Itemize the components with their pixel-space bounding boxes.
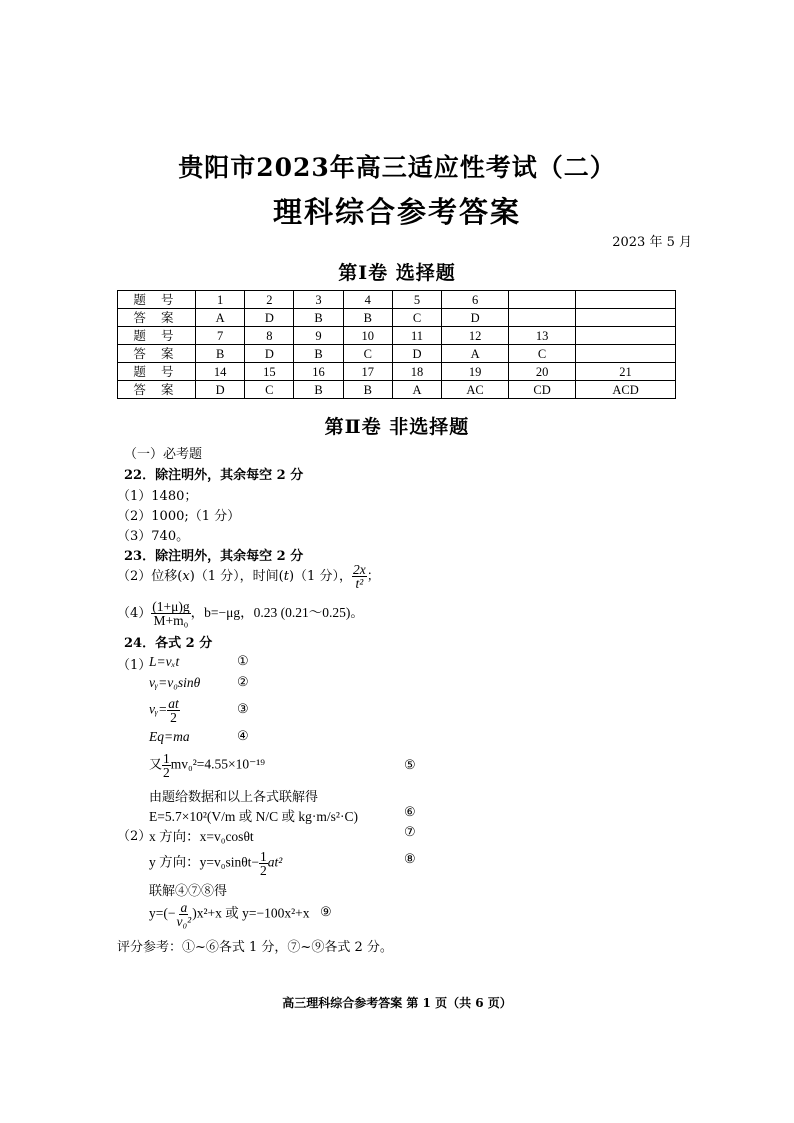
- answer-cell: 12: [442, 327, 509, 345]
- answer-table-row: [118, 363, 676, 381]
- part1-heading: 第Ⅰ卷 选择题: [338, 262, 456, 284]
- q23-fraction-4: $\frac{(1+\mu)g}{\text{M+m₀}}$: [152, 599, 190, 628]
- answer-table-row: [118, 345, 676, 363]
- answer-cell: B: [196, 345, 245, 363]
- answer-cell: 11: [392, 327, 441, 345]
- row-label: 题 号: [118, 363, 196, 381]
- answer-cell: D: [442, 309, 509, 327]
- answer-table: [117, 290, 676, 399]
- answer-cell: B: [343, 381, 392, 399]
- answer-table-row: [118, 381, 676, 399]
- section-required: （一）必考题: [124, 447, 203, 462]
- answer-cell: 10: [343, 327, 392, 345]
- answer-cell: 6: [442, 291, 509, 309]
- q24-heading: 24．各式 2 分: [124, 636, 213, 651]
- answer-table-row: [118, 309, 676, 327]
- eq-5: 又 $\frac{1}{2}$ mv₀²=4.55×10⁻¹⁹: [149, 751, 266, 780]
- answer-cell: 21: [576, 363, 676, 381]
- answer-cell: 18: [392, 363, 441, 381]
- part2-heading: 第Ⅱ卷 非选择题: [324, 416, 470, 438]
- solve-text: 由题给数据和以上各式联解得: [149, 790, 319, 805]
- q22-line-2: （2）1000;（1 分）: [117, 509, 241, 524]
- row-label: 答 案: [118, 345, 196, 363]
- eq-7: x 方向：x=v₀cosθt: [149, 829, 254, 844]
- eq-1: L=vₓt: [149, 654, 180, 669]
- marker-1: ①: [237, 654, 249, 669]
- marker-2: ②: [237, 675, 249, 690]
- answer-cell: C: [245, 381, 294, 399]
- answer-cell: CD: [509, 381, 576, 399]
- eq-2: vᵧ=v₀sinθ: [149, 675, 201, 690]
- row-label: 题 号: [118, 327, 196, 345]
- answer-cell: B: [294, 381, 343, 399]
- q22-line-1: （1）1480；: [117, 489, 198, 504]
- q22-heading: 22．除注明外，其余每空 2 分: [124, 468, 304, 483]
- marker-8: ⑧: [404, 852, 416, 867]
- answer-cell: 20: [509, 363, 576, 381]
- marker-9: ⑨: [320, 905, 332, 920]
- row-label: 答 案: [118, 381, 196, 399]
- answer-cell: ACD: [576, 381, 676, 399]
- answer-cell: [576, 291, 676, 309]
- answer-cell: C: [392, 309, 441, 327]
- answer-cell: D: [245, 345, 294, 363]
- eq-8: y 方向：y=v₀sinθt− $\frac{1}{2}$ at²: [149, 849, 283, 878]
- answer-cell: 9: [294, 327, 343, 345]
- q24-part1-label: （1）: [117, 658, 152, 673]
- answer-cell: 15: [245, 363, 294, 381]
- q23-line-4: （4） $\frac{(1+\mu)g}{\text{M+m₀}}$ ，b=−μg，0.23 (0.21～0.25)。: [117, 599, 364, 628]
- q23-fraction: $\frac{2x}{\text{t²}}$: [352, 562, 366, 591]
- marker-3: ③: [237, 702, 249, 717]
- answer-cell: [509, 291, 576, 309]
- marker-6: ⑥: [404, 805, 416, 820]
- answer-cell: [509, 309, 576, 327]
- row-label: 题 号: [118, 291, 196, 309]
- answer-cell: 2: [245, 291, 294, 309]
- answer-cell: A: [196, 309, 245, 327]
- eq-6: E=5.7×10²(V/m 或 N/C 或 kg·m/s²·C): [149, 809, 358, 824]
- answer-cell: D: [392, 345, 441, 363]
- answer-cell: 1: [196, 291, 245, 309]
- answer-cell: C: [343, 345, 392, 363]
- answer-cell: 8: [245, 327, 294, 345]
- answer-cell: D: [196, 381, 245, 399]
- answer-cell: 3: [294, 291, 343, 309]
- document-date: 2023 年 5 月: [612, 235, 692, 250]
- answer-cell: 16: [294, 363, 343, 381]
- answer-cell: A: [442, 345, 509, 363]
- answer-cell: 13: [509, 327, 576, 345]
- joint-solve: 联解④⑦⑧得: [149, 884, 228, 899]
- marker-7: ⑦: [404, 825, 416, 840]
- answer-cell: 14: [196, 363, 245, 381]
- answer-cell: 17: [343, 363, 392, 381]
- page-footer: 高三理科综合参考答案 第 1 页（共 6 页）: [282, 996, 512, 1010]
- marker-4: ④: [237, 729, 249, 744]
- answer-cell: 4: [343, 291, 392, 309]
- eq-3: vᵧ= $\frac{at}{2}$: [149, 696, 179, 725]
- answer-cell: A: [392, 381, 441, 399]
- eq-9: y=(− $\frac{a}{\text{v₀²}}$ )x²+x 或 y=−100x²+x: [149, 900, 310, 929]
- answer-cell: 7: [196, 327, 245, 345]
- document-title: 贵阳市2023年高三适应性考试（二）: [178, 153, 616, 182]
- answer-cell: 19: [442, 363, 509, 381]
- document-subtitle: 理科综合参考答案: [272, 195, 521, 229]
- answer-cell: B: [294, 345, 343, 363]
- answer-table-row: [118, 291, 676, 309]
- answer-cell: B: [294, 309, 343, 327]
- answer-cell: D: [245, 309, 294, 327]
- answer-cell: [576, 327, 676, 345]
- row-label: 答 案: [118, 309, 196, 327]
- answer-cell: [576, 309, 676, 327]
- answer-cell: B: [343, 309, 392, 327]
- q23-line-2: （2）位移(x)（1 分），时间(t)（1 分）， $\frac{2x}{\text{t²}}$ ；: [117, 562, 380, 591]
- scoring-reference: 评分参考：①~⑥各式 1 分，⑦~⑨各式 2 分。: [117, 940, 393, 955]
- q22-line-3: （3）740。: [117, 529, 190, 544]
- q24-part2-label: （2）: [117, 829, 152, 844]
- answer-cell: [576, 345, 676, 363]
- eq-4: Eq=ma: [149, 729, 190, 744]
- marker-5: ⑤: [404, 758, 416, 773]
- q23-heading: 23．除注明外，其余每空 2 分: [124, 549, 304, 564]
- answer-cell: C: [509, 345, 576, 363]
- answer-table-row: [118, 327, 676, 345]
- answer-cell: AC: [442, 381, 509, 399]
- answer-cell: 5: [392, 291, 441, 309]
